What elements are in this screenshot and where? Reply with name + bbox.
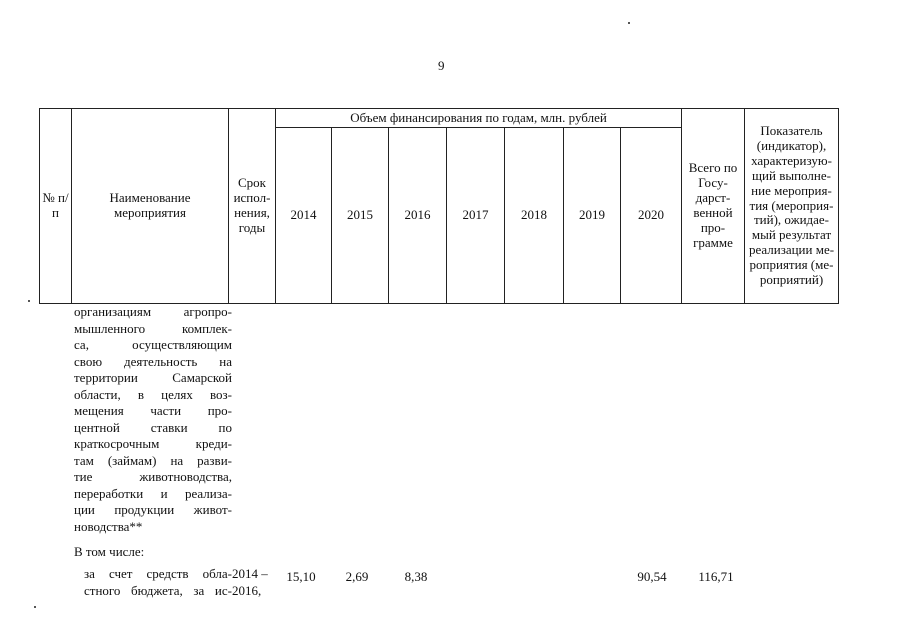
description-line: мещения части про- xyxy=(74,403,232,418)
header-name: Наименование мероприятия xyxy=(72,109,229,304)
sub-item-term-line: 2014 – xyxy=(232,566,268,581)
description-line: центной ставки по xyxy=(74,419,232,435)
scan-speck xyxy=(34,606,36,608)
sub-item-term-line: 2016, xyxy=(232,582,262,598)
description-line: мышленного комплек- xyxy=(74,320,232,336)
header-year-2018: 2018 xyxy=(505,128,564,304)
header-year-2019: 2019 xyxy=(564,128,621,304)
description-line: тие животноводства, xyxy=(74,469,232,484)
sub-item-term xyxy=(232,566,268,599)
header-year-2015: 2015 xyxy=(332,128,389,304)
header-number: № п/п xyxy=(40,109,72,304)
measure-description xyxy=(74,304,232,535)
header-term: Срок испол-нения, годы xyxy=(229,109,276,304)
sub-item-name-line: за счет средств обла- xyxy=(84,566,232,581)
sub-item-name-line: стного бюджета, за ис- xyxy=(84,582,232,598)
header-year-2014: 2014 xyxy=(276,128,332,304)
description-line: ции продукции живот- xyxy=(74,502,232,517)
header-year-2016: 2016 xyxy=(389,128,447,304)
description-line: территории Самарской xyxy=(74,370,232,385)
description-line: свою деятельность на xyxy=(74,353,232,369)
description-line: области, в целях воз- xyxy=(74,386,232,402)
description-line: там (займам) на разви- xyxy=(74,452,232,468)
header-funding-title: Объем финансирования по годам, млн. рублей xyxy=(276,109,682,128)
header-year-2020: 2020 xyxy=(621,128,682,304)
value-2016: 8,38 xyxy=(404,569,428,584)
value-2014: 15,10 xyxy=(286,569,316,584)
value-2020: 90,54 xyxy=(637,569,667,584)
funding-table-header xyxy=(39,108,839,304)
scan-speck xyxy=(28,300,30,302)
subheading: В том числе: xyxy=(74,544,145,559)
description-line: новодства** xyxy=(74,518,143,534)
header-year-2017: 2017 xyxy=(447,128,505,304)
description-line: са, осуществляющим xyxy=(74,337,232,352)
value-total: 116,71 xyxy=(698,569,734,584)
scan-speck xyxy=(628,22,630,24)
page-number: 9 xyxy=(438,58,445,73)
header-total: Всего по Госу-дарст-венной про-грамме xyxy=(682,109,745,304)
value-2015: 2,69 xyxy=(345,569,369,584)
description-line: переработки и реализа- xyxy=(74,485,232,501)
description-line: организациям агропро- xyxy=(74,304,232,319)
description-line: краткосрочным креди- xyxy=(74,436,232,451)
sub-item-name xyxy=(84,566,232,599)
header-indicator: Показатель (индикатор), характеризую-щий выполне-ние мероприя-тия (мероприя-тий), ожидае-мый результат реализации ме-роприятия (ме-роприятий) xyxy=(745,109,839,304)
